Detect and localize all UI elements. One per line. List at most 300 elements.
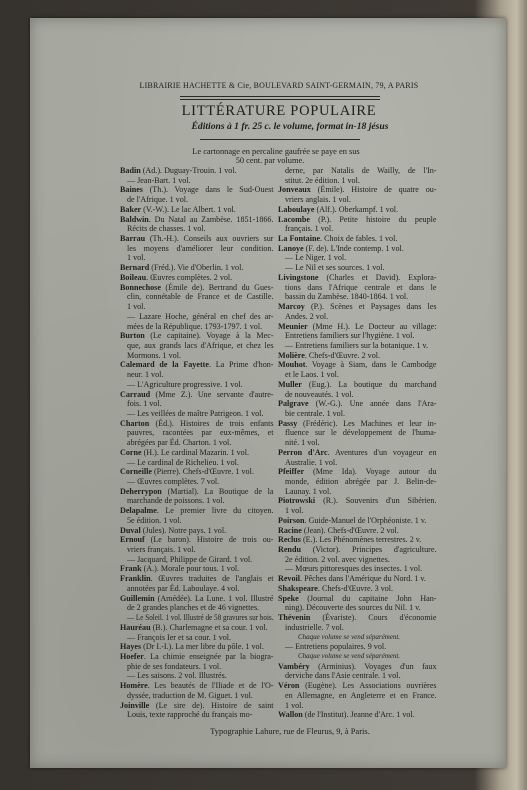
catalog-line bbox=[278, 360, 437, 370]
author-name: Boileau bbox=[120, 272, 147, 282]
catalog-line bbox=[278, 263, 437, 273]
catalog-line-content bbox=[127, 710, 252, 720]
catalog-line bbox=[278, 506, 437, 516]
entry-text: . Voyage à Siam, dans le Cambodge bbox=[305, 360, 437, 370]
catalog-line bbox=[120, 331, 274, 341]
catalog-line bbox=[120, 642, 274, 652]
catalog-line bbox=[120, 662, 274, 672]
entry-continuation-text: vriers anglais. 1 vol. bbox=[285, 195, 351, 205]
catalog-line-content bbox=[278, 467, 437, 477]
entry-continuation-text: Launay. 1 vol. bbox=[285, 486, 332, 496]
entry-continuation-text: 1 vol. bbox=[285, 506, 304, 516]
catalog-line bbox=[120, 487, 274, 497]
author-name: Lanoye bbox=[278, 243, 304, 253]
catalog-line-content bbox=[278, 516, 426, 526]
author-name: Baker bbox=[120, 204, 142, 214]
catalog-line-content bbox=[120, 448, 249, 458]
author-name: Burton bbox=[120, 331, 145, 341]
catalog-line-content bbox=[285, 555, 390, 565]
catalog-left-column bbox=[120, 166, 274, 720]
entry-text: (Mme Ida). Voyage autour du bbox=[304, 467, 437, 477]
catalog-line-content bbox=[127, 351, 181, 361]
catalog-line-content bbox=[127, 399, 162, 409]
catalog-line bbox=[120, 215, 274, 225]
catalog-line bbox=[120, 253, 274, 263]
catalog-line-content bbox=[127, 633, 231, 643]
entry-continuation-text: stitut. 2e édition. 1 vol. bbox=[285, 175, 360, 185]
catalog-line bbox=[120, 176, 274, 186]
catalog-line-content bbox=[120, 185, 274, 195]
catalog-line-content bbox=[278, 302, 437, 312]
author-name: Hoefer bbox=[120, 651, 144, 661]
author-name: Duval bbox=[120, 525, 141, 535]
catalog-line-content bbox=[127, 195, 188, 205]
catalog-line bbox=[278, 564, 437, 574]
catalog-line bbox=[278, 351, 437, 361]
catalog-line-content bbox=[127, 458, 239, 468]
catalog-line bbox=[278, 487, 437, 497]
author-name: Ernouf bbox=[120, 535, 145, 545]
catalog-line-content bbox=[285, 603, 421, 613]
catalog-line-content bbox=[278, 399, 437, 409]
catalog-line bbox=[278, 283, 437, 293]
catalog-line-content bbox=[285, 283, 437, 293]
entry-text: . Les beautés de l'Iliade et de l'O- bbox=[147, 681, 274, 691]
catalog-line bbox=[120, 390, 274, 400]
catalog-line-content bbox=[278, 584, 393, 594]
catalog-line bbox=[120, 535, 274, 545]
catalog-line-content bbox=[127, 292, 274, 302]
author-name: Bernard bbox=[120, 263, 150, 273]
catalog-line bbox=[278, 176, 437, 186]
author-name: Corneille bbox=[120, 467, 152, 477]
entry-continuation-text: de l'Afrique. 1 vol. bbox=[127, 195, 189, 205]
catalog-line bbox=[278, 662, 437, 672]
author-name: Bonnechose bbox=[120, 282, 161, 292]
catalog-line bbox=[120, 322, 274, 332]
catalog-line bbox=[278, 312, 437, 322]
entry-text: (B.). Charlemagne et sa cour. 1 vol. bbox=[150, 622, 268, 632]
catalog-line bbox=[120, 224, 274, 234]
author-name: Molière bbox=[278, 350, 305, 360]
entry-continuation-text: — Le cardinal de Richelieu. 1 vol. bbox=[127, 457, 239, 467]
catalog-line bbox=[120, 526, 274, 536]
author-name: Muller bbox=[278, 379, 302, 389]
entry-continuation-text: derviche dans l'Asie centrale. 1 vol. bbox=[285, 671, 401, 681]
catalog-line bbox=[120, 545, 274, 555]
entry-continuation-text: — Entretiens populaires. 9 vol. bbox=[285, 642, 387, 652]
catalog-line bbox=[120, 691, 274, 701]
catalog-line-content bbox=[278, 380, 437, 390]
entry-text: . Le premier livre du citoyen. bbox=[156, 506, 274, 516]
catalog-line bbox=[278, 428, 437, 438]
publisher-line: LIBRAIRIE HACHETTE & Cie, BOULEVARD SAINT-GERMAIN, 79, A PARIS bbox=[139, 81, 419, 90]
catalog-line bbox=[278, 613, 437, 623]
catalog-line-content bbox=[120, 701, 274, 711]
entry-continuation-text: — Le Nil et ses sources. 1 vol. bbox=[285, 263, 385, 273]
entry-text: (F. de). L'Inde contemp. 1 vol. bbox=[303, 243, 404, 253]
catalog-line-content bbox=[298, 652, 400, 662]
entry-continuation-text: Entretiens familiers sur l'hygiène. 1 vol. bbox=[285, 331, 415, 341]
entry-text: (Ad.). Duguay-Trouin. 1 vol. bbox=[140, 166, 237, 175]
catalog-line bbox=[120, 681, 274, 691]
entry-continuation-text: nité. 1 vol. bbox=[285, 438, 320, 448]
catalog-line bbox=[120, 467, 274, 477]
author-name: Laboulaye bbox=[278, 204, 315, 214]
catalog-line bbox=[120, 448, 274, 458]
entry-text: (A.). Morale pour tous. 1 vol. bbox=[141, 564, 240, 574]
catalog-line-content bbox=[285, 564, 422, 574]
author-name: Guillemin bbox=[120, 593, 155, 603]
entry-continuation-text: — Les veillées de maître Patrigeon. 1 vol. bbox=[127, 408, 264, 418]
author-name: Shakspeare bbox=[278, 583, 318, 593]
catalog-line-content bbox=[285, 458, 337, 468]
entry-continuation-text: — L'Agriculture progressive. 1 vol. bbox=[127, 379, 243, 389]
catalog-line bbox=[278, 205, 437, 215]
catalog-line bbox=[120, 603, 274, 613]
author-name: Thévenin bbox=[278, 613, 311, 623]
catalog-line bbox=[120, 633, 274, 643]
author-name: Barrau bbox=[120, 234, 146, 244]
entry-text: (Eug.). La boutique du marchand bbox=[301, 379, 437, 389]
catalog-line bbox=[278, 341, 437, 351]
catalog-line-content bbox=[120, 360, 273, 370]
catalog-line-content bbox=[278, 322, 437, 332]
author-name: La Fontaine bbox=[278, 234, 321, 244]
catalog-line-content bbox=[278, 215, 437, 225]
entry-continuation-text: annotées par Éd. Laboulaye. 4 vol. bbox=[127, 583, 240, 593]
catalog-line bbox=[278, 603, 437, 613]
catalog-line-content bbox=[120, 642, 264, 652]
catalog-line-content bbox=[285, 428, 437, 438]
catalog-line-content bbox=[278, 526, 399, 536]
catalog-line bbox=[120, 292, 274, 302]
entry-text: (E.). Les Phénomènes terrestres. 2 v. bbox=[300, 535, 422, 545]
catalog-line-content bbox=[127, 603, 259, 613]
catalog-line-content bbox=[127, 555, 252, 565]
catalog-line-content bbox=[120, 623, 268, 633]
catalog-line-content bbox=[120, 283, 274, 293]
entry-text: . Chefs-d'Œuvre. 2 vol. bbox=[304, 350, 381, 360]
catalog-line-content bbox=[285, 409, 345, 419]
catalog-line-content bbox=[278, 681, 437, 691]
catalog-line-content bbox=[278, 234, 397, 244]
catalog-line-content bbox=[278, 360, 437, 370]
entry-text: (Journal du capitaine John Han- bbox=[298, 593, 437, 603]
author-name: Carraud bbox=[120, 389, 151, 399]
catalog-line-content bbox=[285, 176, 360, 186]
entry-continuation-text: — Les saisons. 2 vol. Illustrés. bbox=[127, 671, 227, 681]
catalog-line-content bbox=[127, 477, 219, 487]
entry-text: . Du Natal au Zambèse. 1851-1866. bbox=[148, 214, 274, 224]
entry-continuation-text: — Jacquard, Philippe de Girard. 1 vol. bbox=[127, 554, 253, 564]
entry-continuation-text: fluence sur le développement de l'huma- bbox=[285, 428, 437, 438]
author-name: Piotrowski bbox=[278, 496, 316, 506]
catalog-line-content bbox=[278, 419, 437, 429]
author-name: Homère bbox=[120, 681, 148, 691]
author-name: Baldwin bbox=[120, 214, 149, 224]
catalog-line-content bbox=[120, 681, 274, 691]
catalog-line bbox=[120, 370, 274, 380]
catalog-line-content bbox=[285, 331, 414, 341]
catalog-line bbox=[278, 671, 437, 681]
catalog-line-content bbox=[285, 312, 328, 322]
entry-text: (R.). Souvenirs d'un Sibérien. bbox=[315, 496, 437, 506]
entry-continuation-text: — Mœurs pittoresques des insectes. 1 vol. bbox=[285, 564, 423, 574]
author-name: Perron d'Arc bbox=[278, 447, 328, 457]
catalog-line-content bbox=[278, 496, 437, 506]
catalog-line-content bbox=[127, 302, 145, 312]
binding-note-line-2: 50 cent. par volume. bbox=[235, 156, 305, 165]
divider-rule bbox=[180, 96, 380, 100]
catalog-line-content bbox=[285, 390, 354, 400]
catalog-line bbox=[278, 623, 437, 633]
entry-continuation-text: Récits de chasses. 1 vol. bbox=[127, 224, 206, 234]
catalog-line bbox=[120, 458, 274, 468]
catalog-line bbox=[278, 234, 437, 244]
catalog-line bbox=[120, 623, 274, 633]
catalog-line bbox=[278, 642, 437, 652]
entry-text: (Évariste). Cours d'économie bbox=[310, 613, 437, 623]
entry-text: (Arminius). Voyages d'un faux bbox=[309, 661, 437, 671]
author-name: Hauréau bbox=[120, 622, 151, 632]
author-name: Meunier bbox=[278, 321, 308, 331]
catalog-line bbox=[120, 428, 274, 438]
entry-text: (Martial). La Boutique de la bbox=[161, 486, 274, 496]
catalog-line bbox=[278, 467, 437, 477]
catalog-line bbox=[278, 633, 437, 643]
entry-continuation-text: neur. 1 vol. bbox=[127, 370, 164, 380]
catalog-line bbox=[120, 710, 274, 720]
entry-text: . Chefs-d'Œuvre. 3 vol. bbox=[317, 583, 394, 593]
catalog-line bbox=[120, 360, 274, 370]
catalog-line-content bbox=[285, 253, 346, 263]
catalog-line bbox=[120, 195, 274, 205]
author-name: Calemard de la Fayette bbox=[120, 360, 209, 370]
catalog-line bbox=[120, 234, 274, 244]
entry-continuation-text: — Lazare Hoche, général en chef des ar- bbox=[127, 311, 274, 321]
catalog-line bbox=[120, 380, 274, 390]
catalog-line bbox=[278, 370, 437, 380]
author-name: Hayes bbox=[120, 642, 142, 652]
catalog-line bbox=[120, 205, 274, 215]
catalog-line bbox=[278, 477, 437, 487]
catalog-line-content bbox=[127, 176, 191, 186]
entry-text: . Pêches dans l'Amérique du Nord. 1 v. bbox=[300, 574, 426, 584]
catalog-line-content bbox=[278, 710, 415, 720]
catalog-line bbox=[120, 594, 274, 604]
catalog-line-content bbox=[285, 487, 331, 497]
entry-continuation-text: 1 vol. bbox=[127, 302, 146, 312]
catalog-line-content bbox=[127, 341, 274, 351]
entry-continuation-text: — Jean-Bart. 1 vol. bbox=[127, 175, 191, 185]
catalog-line-content bbox=[120, 487, 274, 497]
author-name: Poirson bbox=[278, 515, 305, 525]
author-name: Livingstone bbox=[278, 272, 319, 282]
entry-text: . Choix de fables. 1 vol. bbox=[320, 234, 398, 244]
catalog-line bbox=[278, 292, 437, 302]
entry-text: (Fréd.). Vie d'Oberlin. 1 vol. bbox=[149, 263, 244, 273]
author-name: Rendu bbox=[278, 545, 301, 555]
catalog-line-content bbox=[285, 623, 344, 633]
entry-continuation-text: phie de ses fondateurs. 1 vol. bbox=[127, 661, 222, 671]
catalog-line-content bbox=[278, 351, 380, 361]
entry-text: (V.-W.). Le lac Albert. 1 vol. bbox=[141, 204, 236, 214]
entry-continuation-text: français. 1 vol. bbox=[285, 224, 334, 234]
entry-continuation-text: 1 vol. bbox=[127, 253, 146, 263]
catalog-line bbox=[278, 399, 437, 409]
entry-text: (Eugène). Les Associations ouvrières bbox=[299, 681, 437, 691]
catalog-line bbox=[278, 253, 437, 263]
catalog-line-content bbox=[278, 574, 426, 584]
catalog-line-content bbox=[127, 545, 196, 555]
catalog-line bbox=[278, 302, 437, 312]
entry-continuation-text: dyssée, traduction de M. Giguet. 1 vol. bbox=[127, 690, 253, 700]
entry-continuation-text: — Œuvres complètes. 7 vol. bbox=[127, 477, 220, 486]
entry-continuation-text: derne, par Natalis de Wailly, de l'In- bbox=[285, 166, 437, 175]
author-name: Wallon bbox=[278, 710, 303, 720]
sold-separately-note: Chaque volume se vend séparément. bbox=[298, 632, 401, 641]
catalog-line-content bbox=[127, 691, 253, 701]
catalog-line bbox=[278, 409, 437, 419]
catalog-line bbox=[278, 244, 437, 254]
catalog-line bbox=[278, 516, 437, 526]
catalog-line-content bbox=[127, 662, 221, 672]
entry-text: (Victor). Principes d'agriculture. bbox=[300, 545, 437, 555]
sold-separately-note: Chaque volume se vend séparément. bbox=[298, 651, 401, 660]
author-name: Joinville bbox=[120, 700, 150, 710]
catalog-right-column bbox=[278, 166, 437, 720]
series-title: LITTÉRATURE POPULAIRE bbox=[181, 103, 377, 119]
entry-continuation-text: — Le Soleil. 1 vol. Illustré de 58 gravures sur bois. bbox=[127, 613, 274, 623]
catalog-line bbox=[278, 224, 437, 234]
author-name: Lacombe bbox=[278, 214, 310, 224]
catalog-line-content bbox=[285, 292, 408, 302]
series-subtitle: Éditions à 1 fr. 25 c. le volume, format in-18 jésus bbox=[191, 121, 389, 132]
entry-continuation-text: 5e édition. 1 vol. bbox=[127, 515, 182, 525]
entry-continuation-text: les moyens d'améliorer leur condition. bbox=[127, 243, 274, 253]
catalog-line-content bbox=[127, 370, 163, 380]
catalog-line-content bbox=[120, 535, 274, 545]
catalog-line bbox=[278, 535, 437, 545]
author-name: Pfeiffer bbox=[278, 467, 305, 477]
entry-text: (Jules). Notre pays. 1 vol. bbox=[140, 525, 227, 535]
catalog-line bbox=[120, 341, 274, 351]
catalog-line-content bbox=[120, 506, 274, 516]
entry-continuation-text: ning). Découverte des sources du Nil. 1 v. bbox=[285, 603, 421, 613]
catalog-line bbox=[278, 458, 437, 468]
entry-text: . Guide-Manuel de l'Orphéoniste. 1 v. bbox=[304, 515, 427, 525]
catalog-line-content bbox=[127, 380, 243, 390]
catalog-line-content bbox=[278, 535, 421, 545]
catalog-line-content bbox=[278, 594, 437, 604]
catalog-line-content bbox=[127, 253, 145, 263]
entry-text: (W.-G.). Une année dans l'Ara- bbox=[308, 399, 437, 409]
author-name: Franklin bbox=[120, 574, 151, 584]
entry-continuation-text: bassin du Zambèse. 1840-1864. 1 vol. bbox=[285, 292, 409, 302]
entry-continuation-text: que, aux grands lacs d'Afrique, et chez les bbox=[127, 340, 274, 350]
entry-text: (Jean). Chefs-d'Œuvre. 2 vol. bbox=[301, 525, 399, 535]
binding-note-line-1: Le cartonnage en percaline gaufrée se paye en sus bbox=[192, 147, 360, 156]
entry-text: . Œuvres traduites de l'anglais et bbox=[150, 574, 274, 584]
entry-text: (Émile de). Bertrand du Gues- bbox=[160, 282, 274, 292]
catalog-line-content bbox=[285, 224, 333, 234]
author-name: Jonveaux bbox=[278, 185, 311, 195]
entry-continuation-text: en Allemagne, en Angleterre et en France. bbox=[285, 690, 437, 700]
entry-continuation-text: — Le Niger. 1 vol. bbox=[285, 253, 347, 263]
catalog-line bbox=[120, 166, 274, 176]
entry-continuation-text: Andes. 2 vol. bbox=[285, 311, 329, 321]
catalog-line bbox=[120, 701, 274, 711]
entry-text: (Th.). Voyage dans le Sud-Ouest bbox=[142, 185, 274, 195]
catalog-line-content bbox=[127, 438, 231, 448]
catalog-line-content bbox=[120, 564, 239, 574]
entry-text: (P.). Scènes et Paysages dans les bbox=[304, 302, 437, 312]
author-name: Delapalme bbox=[120, 506, 157, 516]
catalog-line bbox=[278, 390, 437, 400]
entry-text: (Le baron). Histoire de trois ou- bbox=[144, 535, 274, 545]
catalog-line-content bbox=[120, 467, 254, 477]
catalog-line-content bbox=[278, 613, 437, 623]
catalog-line bbox=[278, 691, 437, 701]
catalog-line bbox=[120, 351, 274, 361]
catalog-line-content bbox=[127, 322, 262, 332]
catalog-line bbox=[278, 584, 437, 594]
entry-text: (Émile). Histoire de quatre ou- bbox=[310, 185, 437, 195]
entry-continuation-text: Louis, texte rapproché du français mo- bbox=[127, 710, 253, 720]
catalog-line-content bbox=[127, 312, 274, 322]
catalog-line bbox=[120, 283, 274, 293]
catalog-line bbox=[278, 166, 437, 176]
author-name: Racine bbox=[278, 525, 302, 535]
entry-text: (Charles et David). Explora- bbox=[318, 272, 437, 282]
entry-continuation-text: industrielle. 7 vol. bbox=[285, 622, 344, 632]
entry-continuation-text: pauvres, racontées par eux-mêmes, et bbox=[127, 428, 274, 438]
catalog-line-content bbox=[278, 205, 398, 215]
entry-text: . Aventures d'un voyageur en bbox=[327, 447, 437, 457]
catalog-line bbox=[120, 652, 274, 662]
author-name: Revoil bbox=[278, 574, 301, 584]
catalog-line bbox=[278, 681, 437, 691]
catalog-line-content bbox=[285, 438, 320, 448]
entry-text: (Th.-H.). Conseils aux ouvriers sur bbox=[145, 234, 274, 244]
author-name: Marcoy bbox=[278, 302, 305, 312]
author-name: Reclus bbox=[278, 535, 301, 545]
catalog-line bbox=[278, 419, 437, 429]
catalog-line-content bbox=[127, 428, 274, 438]
entry-continuation-text: bie centrale. 1 vol. bbox=[285, 408, 346, 418]
divider-rule bbox=[200, 139, 360, 140]
entry-text: (Le capitaine). Voyage à la Mec- bbox=[144, 331, 274, 341]
catalog-line-content bbox=[278, 448, 437, 458]
catalog-line-content bbox=[120, 594, 274, 604]
entry-text: (Éd.). Histoires de trois enfants bbox=[149, 418, 274, 428]
catalog-line-content bbox=[120, 263, 243, 273]
catalog-line-content bbox=[127, 516, 182, 526]
catalog-line bbox=[120, 671, 274, 681]
author-name: Charton bbox=[120, 418, 150, 428]
entry-text: (de l'Institut). Jeanne d'Arc. 1 vol. bbox=[302, 710, 415, 720]
catalog-line bbox=[120, 273, 274, 283]
catalog-line-content bbox=[120, 234, 274, 244]
catalog-line bbox=[278, 273, 437, 283]
entry-text: (Le sire de). Histoire de saint bbox=[149, 700, 274, 710]
catalog-line-content bbox=[127, 671, 227, 681]
catalog-line bbox=[120, 302, 274, 312]
catalog-line-content bbox=[120, 331, 274, 341]
catalog-line-content bbox=[285, 691, 437, 701]
catalog-line bbox=[278, 322, 437, 332]
